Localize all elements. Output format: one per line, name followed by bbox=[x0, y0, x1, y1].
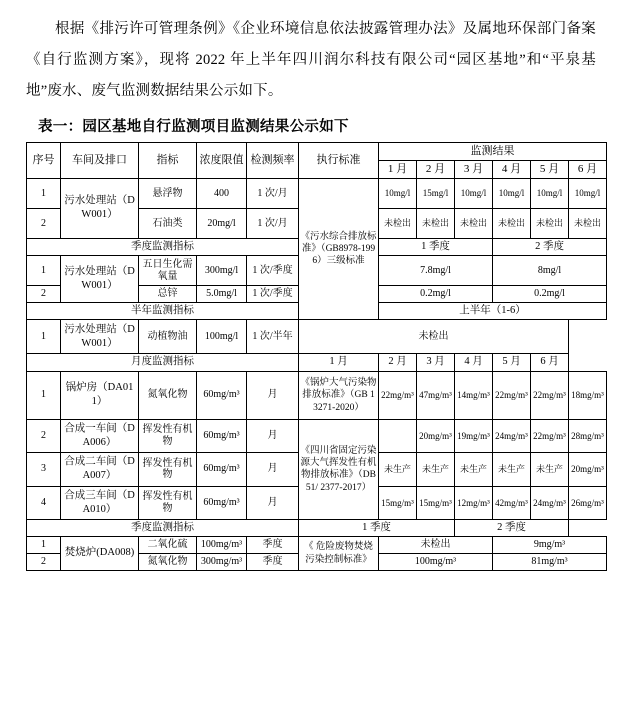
cell-value: 未生产 bbox=[379, 453, 417, 486]
cell-value: 12mg/m³ bbox=[455, 486, 493, 519]
cell-seq: 2 bbox=[27, 554, 61, 571]
cell-value: 14mg/m³ bbox=[455, 371, 493, 419]
cell-standard: 《 危险废物焚烧污染控制标准》 bbox=[299, 537, 379, 571]
cell-q1: 0.2mg/l bbox=[379, 286, 493, 303]
cell-value: 未检出 bbox=[299, 320, 569, 354]
cell-frequency: 月 bbox=[247, 453, 299, 486]
header-index: 指标 bbox=[139, 143, 197, 179]
cell-outlet: 锅炉房（DA011） bbox=[61, 371, 139, 419]
header-month-6: 6 月 bbox=[531, 354, 569, 371]
cell-limit: 20mg/l bbox=[197, 208, 247, 238]
cell-seq: 1 bbox=[27, 371, 61, 419]
cell-standard: 《污水综合排放标准》（GB8978-1996）三级标准 bbox=[299, 178, 379, 320]
cell-value: 18mg/m³ bbox=[569, 371, 607, 419]
cell-frequency: 1 次/季度 bbox=[247, 286, 299, 303]
cell-limit: 60mg/m³ bbox=[197, 453, 247, 486]
cell-limit: 60mg/m³ bbox=[197, 486, 247, 519]
table-title: 表一：园区基地自行监测项目监测结果公示如下 bbox=[38, 119, 349, 135]
cell-outlet: 污水处理站（DW001） bbox=[61, 178, 139, 238]
header-outlet: 车间及排口 bbox=[61, 143, 139, 179]
cell-seq: 1 bbox=[27, 178, 61, 208]
intro-paragraph: 根据《排污许可管理条例》《企业环境信息依法披露管理办法》及属地环保部门备案《自行监测方案》，现将 2022 年上半年四川润尔科技有限公司“园区基地”和“平泉基地”废水、废气监测数据结果公示如下。 bbox=[26, 21, 596, 99]
cell-outlet: 合成三车间（DA010） bbox=[61, 486, 139, 519]
cell-value bbox=[379, 419, 417, 452]
cell-seq: 3 bbox=[27, 453, 61, 486]
cell-value: 10mg/l bbox=[569, 178, 607, 208]
header-month-2: 2 月 bbox=[417, 160, 455, 178]
header-limit: 浓度限值 bbox=[197, 143, 247, 179]
cell-frequency: 1 次/月 bbox=[247, 178, 299, 208]
header-seq: 序号 bbox=[27, 143, 61, 179]
cell-index: 挥发性有机物 bbox=[139, 419, 197, 452]
section-label-quarterly-2: 季度监测指标 bbox=[27, 519, 299, 536]
table-header-row bbox=[27, 143, 607, 161]
cell-value: 未生产 bbox=[455, 453, 493, 486]
cell-frequency: 月 bbox=[247, 486, 299, 519]
cell-value: 未生产 bbox=[531, 453, 569, 486]
table-row bbox=[27, 419, 607, 452]
cell-limit: 300mg/l bbox=[197, 256, 247, 286]
header-month-3: 3 月 bbox=[417, 354, 455, 371]
cell-frequency: 季度 bbox=[247, 554, 299, 571]
header-frequency: 检测频率 bbox=[247, 143, 299, 179]
cell-limit: 100mg/l bbox=[197, 320, 247, 354]
cell-value: 22mg/m³ bbox=[379, 371, 417, 419]
cell-value: 22mg/m³ bbox=[531, 419, 569, 452]
cell-value: 20mg/m³ bbox=[417, 419, 455, 452]
monitoring-results-table bbox=[26, 142, 607, 571]
cell-frequency: 1 次/季度 bbox=[247, 256, 299, 286]
cell-value: 10mg/l bbox=[531, 178, 569, 208]
cell-value: 10mg/l bbox=[493, 178, 531, 208]
cell-limit: 60mg/m³ bbox=[197, 371, 247, 419]
cell-limit: 60mg/m³ bbox=[197, 419, 247, 452]
cell-standard: 《四川省固定污染源大气挥发性有机物排放标准》（DB51/ 2377-2017） bbox=[299, 419, 379, 519]
header-results: 监测结果 bbox=[379, 143, 607, 161]
cell-value: 15mg/m³ bbox=[379, 486, 417, 519]
cell-frequency: 月 bbox=[247, 419, 299, 452]
cell-value: 22mg/m³ bbox=[493, 371, 531, 419]
cell-value: 22mg/m³ bbox=[531, 371, 569, 419]
cell-value: 26mg/m³ bbox=[569, 486, 607, 519]
cell-value: 47mg/m³ bbox=[417, 371, 455, 419]
cell-seq: 2 bbox=[27, 208, 61, 238]
cell-standard: 《锅炉大气污染物排放标准》（GB 13271-2020） bbox=[299, 371, 379, 419]
header-quarter-2: 2 季度 bbox=[455, 519, 569, 536]
cell-q2: 0.2mg/l bbox=[493, 286, 607, 303]
header-month-5: 5 月 bbox=[493, 354, 531, 371]
cell-outlet: 合成一车间（DA006） bbox=[61, 419, 139, 452]
header-month-4: 4 月 bbox=[455, 354, 493, 371]
cell-value: 10mg/l bbox=[379, 178, 417, 208]
header-month-6: 6 月 bbox=[569, 160, 607, 178]
cell-q2: 9mg/m³ bbox=[493, 537, 607, 554]
header-half-year: 上半年（1-6） bbox=[379, 303, 607, 320]
cell-value: 15mg/m³ bbox=[417, 486, 455, 519]
cell-value: 未检出 bbox=[569, 208, 607, 238]
table-row bbox=[27, 178, 607, 208]
table-row bbox=[27, 320, 607, 354]
cell-value: 28mg/m³ bbox=[569, 419, 607, 452]
cell-index: 二氧化硫 bbox=[139, 537, 197, 554]
cell-value: 15mg/l bbox=[417, 178, 455, 208]
header-month-1: 1 月 bbox=[379, 160, 417, 178]
cell-seq: 1 bbox=[27, 256, 61, 286]
cell-q2: 81mg/m³ bbox=[493, 554, 607, 571]
cell-value: 未检出 bbox=[455, 208, 493, 238]
cell-limit: 300mg/m³ bbox=[197, 554, 247, 571]
cell-index: 石油类 bbox=[139, 208, 197, 238]
cell-value: 未检出 bbox=[493, 208, 531, 238]
cell-index: 挥发性有机物 bbox=[139, 486, 197, 519]
header-quarter-2: 2 季度 bbox=[493, 238, 607, 255]
cell-q2: 8mg/l bbox=[493, 256, 607, 286]
cell-outlet: 焚烧炉(DA008) bbox=[61, 537, 139, 571]
cell-value: 19mg/m³ bbox=[455, 419, 493, 452]
cell-index: 总锌 bbox=[139, 286, 197, 303]
cell-value: 未检出 bbox=[379, 208, 417, 238]
header-standard: 执行标准 bbox=[299, 143, 379, 179]
cell-seq: 1 bbox=[27, 320, 61, 354]
cell-index: 氮氧化物 bbox=[139, 371, 197, 419]
cell-value: 24mg/m³ bbox=[493, 419, 531, 452]
header-month-4: 4 月 bbox=[493, 160, 531, 178]
cell-value: 24mg/m³ bbox=[531, 486, 569, 519]
table-row bbox=[27, 537, 607, 554]
cell-index: 挥发性有机物 bbox=[139, 453, 197, 486]
cell-seq: 1 bbox=[27, 537, 61, 554]
cell-seq: 2 bbox=[27, 286, 61, 303]
cell-value: 未生产 bbox=[493, 453, 531, 486]
section-label-half-year: 半年监测指标 bbox=[27, 303, 299, 320]
header-month-3: 3 月 bbox=[455, 160, 493, 178]
cell-value: 未检出 bbox=[417, 208, 455, 238]
cell-value: 10mg/l bbox=[455, 178, 493, 208]
section-header-row-quarterly-2 bbox=[27, 519, 607, 536]
cell-index: 五日生化需氧量 bbox=[139, 256, 197, 286]
cell-index: 氮氧化物 bbox=[139, 554, 197, 571]
cell-q1: 未检出 bbox=[379, 537, 493, 554]
cell-limit: 400 bbox=[197, 178, 247, 208]
cell-frequency: 1 次/半年 bbox=[247, 320, 299, 354]
header-quarter-1: 1 季度 bbox=[299, 519, 455, 536]
cell-index: 悬浮物 bbox=[139, 178, 197, 208]
cell-seq: 2 bbox=[27, 419, 61, 452]
cell-q1: 7.8mg/l bbox=[379, 256, 493, 286]
cell-value: 未检出 bbox=[531, 208, 569, 238]
section-label-monthly: 月度监测指标 bbox=[27, 354, 299, 371]
cell-value: 未生产 bbox=[417, 453, 455, 486]
cell-limit: 5.0mg/l bbox=[197, 286, 247, 303]
cell-seq: 4 bbox=[27, 486, 61, 519]
cell-value: 42mg/m³ bbox=[493, 486, 531, 519]
section-label-quarterly: 季度监测指标 bbox=[27, 238, 299, 255]
section-header-row-monthly bbox=[27, 354, 607, 371]
header-month-5: 5 月 bbox=[531, 160, 569, 178]
header-month-2: 2 月 bbox=[379, 354, 417, 371]
cell-limit: 100mg/m³ bbox=[197, 537, 247, 554]
cell-frequency: 1 次/月 bbox=[247, 208, 299, 238]
cell-outlet: 合成二车间（DA007） bbox=[61, 453, 139, 486]
cell-frequency: 季度 bbox=[247, 537, 299, 554]
cell-q1: 100mg/m³ bbox=[379, 554, 493, 571]
cell-value: 20mg/m³ bbox=[569, 453, 607, 486]
cell-outlet: 污水处理站（DW001） bbox=[61, 256, 139, 303]
cell-frequency: 月 bbox=[247, 371, 299, 419]
table-row bbox=[27, 371, 607, 419]
cell-outlet: 污水处理站（DW001） bbox=[61, 320, 139, 354]
header-month-1: 1 月 bbox=[299, 354, 379, 371]
cell-index: 动植物油 bbox=[139, 320, 197, 354]
header-quarter-1: 1 季度 bbox=[379, 238, 493, 255]
